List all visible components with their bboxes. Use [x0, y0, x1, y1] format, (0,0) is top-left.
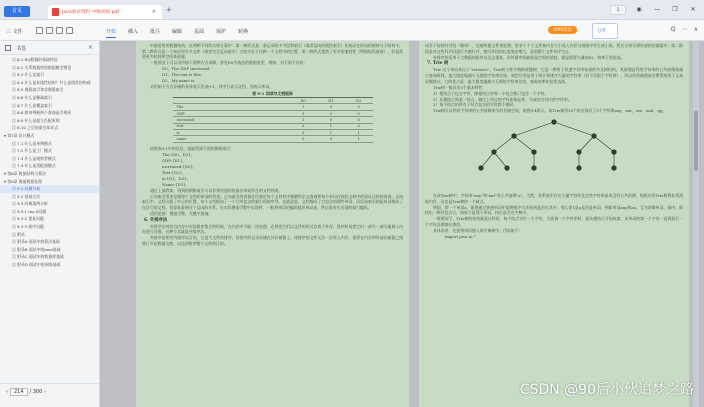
home-tab[interactable]: 首页 — [4, 6, 30, 17]
undo-icon[interactable] — [56, 27, 63, 34]
minimize-icon[interactable]: — — [654, 6, 660, 13]
menu-insert[interactable]: 插入 — [128, 29, 139, 35]
bookmark-label: 目 7.2 什么是工厂模式 — [12, 148, 52, 154]
sidebar-bookmark-item[interactable] — [0, 231, 99, 239]
sidebar-bookmark-item[interactable] — [0, 238, 99, 246]
sidebar-bookmark-item[interactable] — [0, 109, 99, 117]
paragraph: 成若干短的归并段（顺串），也被叫做文件预处理；把若干个子文件按内存大小读入内存分别排序并生成小段，然后分别写到外部的存储器中；第二阶段是对这些归并段进行多趟归并，使归并段的长度逐步增大，直到整个文件有序为止。 — [425, 43, 683, 54]
bookmark-label: 目 6.8 如何判断两个查询是否相同 — [12, 110, 72, 116]
paragraph: Trie树一般具有3个基本特性： — [433, 84, 487, 90]
paragraph: 外排序的适用于大数据的排序以及去重复，但外排序的缺陷是空间的消耗，就是需要大量的IO，效率不会很高。 — [433, 54, 625, 60]
table-cell: text — [173, 123, 290, 129]
table-cell: 0 — [317, 104, 345, 110]
paragraph: 按照表9-1中的信息，就能得到下面的倒排索引： — [150, 145, 235, 151]
sidebar-bookmark-item[interactable] — [0, 86, 99, 94]
avatar-icon[interactable]: ◉ — [636, 6, 642, 13]
code-line: D1，The text is this. — [162, 72, 203, 78]
paragraph: 采用如下方式存储的具体表示见表9-1，其中行表示文档，列表示单词。 — [150, 84, 273, 90]
pdf-icon — [52, 8, 59, 16]
section-heading: 7. Trie 树 — [427, 61, 449, 67]
bookmark-label: ▾ 第9章 海量数据处理 — [4, 178, 43, 184]
bookmark-label: 目 附录C 面试中的数据库基础 — [12, 254, 64, 260]
new-tab-button[interactable]: + — [166, 6, 172, 14]
bookmark-label: 目 7.4 什么是适配器模式 — [12, 163, 56, 169]
bookmark-label: 目 6.3 什么是索引 — [12, 72, 45, 78]
bookmark-label: 目 9.1 问题分析 — [12, 186, 41, 192]
table-cell: 0 — [317, 136, 345, 142]
bookmark-label: 目 9.3 经典案例分析 — [12, 201, 48, 207]
prev-page-icon[interactable]: ‹ — [6, 389, 8, 395]
table-cell: 1 — [317, 130, 345, 136]
bookmark-label: 目 附录B 面试中的Java基础 — [12, 246, 61, 252]
collapse-icon[interactable]: ∧ — [693, 26, 698, 33]
paragraph: 正向索引用来存储每个文档的单词的列表。正向索引的查询往往满足每个文档有序频繁的全文查询和每个单词在校验文档中的验证这样的查询。正向索引中，文档占据了中心的位置，每个文档指向了一个它所包含的索引项的序列。也就是说，文档指向了它包含的那些单词，而反向索引则是单词指向了包含它的文档，很容易看到这个反向的关系。在实际搜索引擎中实现时，一般将单词的编码组织单词表，然后再对应出词的索引编码。 — [142, 193, 403, 210]
bookmark-sidebar — [0, 41, 100, 407]
bookmark-label: 目 9.2 基础方法 — [12, 193, 41, 199]
tab-count-badge[interactable]: 1 — [610, 5, 626, 15]
section-heading: 6. 外排序法 — [144, 217, 168, 223]
document-page-right — [419, 41, 689, 407]
sidebar-bookmark-item[interactable] — [0, 253, 99, 261]
table-cell: 1 — [317, 123, 345, 129]
sidebar-bookmark-item[interactable] — [0, 246, 99, 254]
page-navigator[interactable] — [6, 388, 46, 396]
menu-page[interactable]: 页面 — [194, 29, 205, 35]
trie-tree-figure — [469, 116, 639, 190]
table-cell: 0 — [317, 110, 345, 116]
sidebar-header — [0, 41, 99, 55]
document-tab-title: Java面试资料-中级高级.pdf — [62, 10, 120, 15]
bookmark-label: 目 6.10 之后的索引知识点 — [12, 125, 59, 131]
vertical-scrollbar[interactable] — [693, 41, 699, 407]
sidebar-bookmark-item[interactable] — [0, 223, 99, 231]
code-line: GDP:{D1}， — [162, 157, 187, 163]
table-caption: 表 9-1 词项与文档矩阵 — [252, 91, 293, 97]
title-bar — [0, 0, 704, 20]
tree-edges — [481, 122, 614, 168]
search-icon[interactable]: Q — [670, 26, 676, 33]
more-icon[interactable]: ⋯ — [681, 26, 688, 33]
menu-start[interactable]: 开始 — [106, 29, 117, 35]
bookmark-label: 目 附录A 面试中的算法基础 — [12, 239, 60, 245]
table-cell: 0 — [345, 123, 373, 129]
table-cell: increased — [173, 117, 290, 123]
bookmark-label: 目 9.3.2 重复问题 — [12, 216, 44, 222]
menu-edit[interactable]: 编辑 — [172, 29, 183, 35]
sidebar-bookmark-item[interactable] — [0, 124, 99, 132]
code-line: import java.io.* — [445, 233, 476, 239]
paragraph: 例如，给一个单词a，如果通过快速单词中某种排序方法找到是否在其中，那么你1是a是否是单词，例如单词any和an，互为前缀单词。排序，即找出一种其包含它，如果不是那个单词，找出是否在字典中。 — [425, 204, 683, 216]
bookmark-label: 目 9.3.1 top K问题 — [12, 208, 47, 214]
watermark: CSDN @90后小伙追梦之路 — [519, 382, 694, 398]
sidebar-bookmark-item[interactable] — [0, 178, 99, 186]
tree-node — [531, 149, 536, 154]
sidebar-footer — [0, 383, 99, 407]
close-sidebar-icon[interactable]: × — [87, 44, 93, 51]
code-line: Name:{D3}。 — [162, 181, 190, 187]
tree-node — [611, 165, 616, 170]
bookmark-label: 目 附录D 面试中的网络基础 — [12, 262, 61, 268]
sidebar-bookmark-item[interactable] — [0, 200, 99, 208]
sidebar-bookmark-item[interactable] — [0, 71, 99, 79]
page-number-input[interactable]: 214 — [10, 388, 28, 396]
sidebar-bookmark-item[interactable] — [0, 185, 99, 193]
bookmark-label: 目 6.2 关系数据库的数据模型理论 — [12, 64, 72, 70]
table-cell: 0 — [345, 104, 373, 110]
sidebar-bookmark-item[interactable] — [0, 162, 99, 170]
tree-node — [504, 165, 509, 170]
code-line: Text:{D2}， — [162, 169, 187, 175]
sidebar-bookmark-item[interactable] — [0, 147, 99, 155]
tree-node — [576, 149, 581, 154]
table-cell: GDP — [173, 110, 290, 116]
sidebar-bookmark-item[interactable] — [0, 117, 99, 125]
paragraph: 通过上面我知，得到的倒排索引可以非常快速的检索出单词所在的文档列表。 — [150, 187, 283, 193]
paragraph: Trie树可以利用字符串的公共前缀来节约存储空间，如图9-4所示，该Trie树用10个结点保存了5个字符串any，ant，see，and，qq。 — [433, 108, 667, 114]
table-cell: 1 — [345, 130, 373, 136]
bookmark-label: ▾ 第8章 数据结构与算法 — [4, 170, 46, 176]
table-row — [173, 136, 373, 142]
tree-node — [478, 165, 483, 170]
bookmark-label: ▾ 第7章 设计模式 — [4, 132, 35, 138]
paragraph: 在该Trie树中，字符串"any"和"ant"有公共前缀"a"，当然，若系统中存在大量字符串且这些字符串基本没有公共前缀，则相应的Trie树将非常消耗内存，这也是Trie树的一个缺点。 — [425, 193, 683, 204]
redo-icon[interactable] — [66, 27, 73, 34]
document-page-left — [136, 41, 409, 407]
code-block — [142, 66, 403, 84]
window-controls — [610, 5, 698, 15]
paragraph: Trie 这个单词来自于"retrieve"。Trie树又称字典树或键树，它是一种用于快速字符串检索的多叉树结构，其原理是利用字符串的公共前缀来减少查询时间，最大限度地减少无谓的字符串比较。典型应用是用于统计和排序大量的字符串（但不仅限于字符串），所以经常被搜索引擎系统用于文本词频统计。它的优点是：最大限度地减少无谓的字符串比较，查询效率比哈希表高。 — [425, 67, 683, 84]
bookmark-icon — [5, 45, 11, 51]
menu-convert[interactable]: 转换 — [238, 29, 249, 35]
sidebar-bookmark-item[interactable] — [0, 193, 99, 201]
table-cell: name — [173, 136, 290, 142]
menu-annotate[interactable]: 批注 — [150, 29, 161, 35]
table-cell: 1 — [289, 117, 317, 123]
tree-node — [491, 149, 496, 154]
bookmark-label: 目 6.4 什么是非线性结构？什么是线性结构或 — [12, 79, 91, 85]
page-total: / 300 — [29, 389, 43, 395]
sidebar-bookmark-item[interactable] — [0, 215, 99, 223]
term-document-table — [173, 97, 373, 143]
tree-nodes — [478, 119, 616, 170]
table-cell: The — [173, 104, 290, 110]
sidebar-bookmark-item[interactable] — [0, 170, 99, 178]
sidebar-bookmark-item[interactable] — [0, 261, 99, 269]
print-icon[interactable] — [46, 27, 53, 34]
bookmark-label: 目 附录 — [12, 231, 25, 237]
table-cell: 0 — [317, 117, 345, 123]
tree-node — [611, 149, 616, 154]
table-cell: 1 — [289, 110, 317, 116]
paragraph: 外排序法对的当内存中实际排序集合的时候，在内存中不能一次处理，必须把它们以文件的形式存放于外存，排序时再把它们一部分一部分地调入内存进行处理。这种方式就是外排序法。 — [142, 223, 403, 235]
table-cell: 0 — [345, 110, 373, 116]
bookmark-label: 目 7.3 什么是观察者模式 — [12, 155, 56, 161]
paragraph: 一般情况下可以采用如下两种方式求解，首先D0为表达的数据类型，例如，对于如下内容： — [150, 60, 308, 66]
list-item: 1）根结点不包含字符，除根结点外每一个结点都只包含一个字符。 — [433, 90, 549, 96]
sidebar-bookmark-item[interactable] — [0, 102, 99, 110]
share-label: 分享 — [597, 29, 606, 34]
sidebar-bookmark-item[interactable] — [0, 208, 99, 216]
next-page-icon[interactable]: › — [43, 389, 46, 395]
paragraph: 适用范围：搜索引擎，关键字查询。 — [150, 210, 213, 216]
table-cell: is — [173, 130, 290, 136]
tree-node — [576, 165, 581, 170]
close-tab-icon[interactable]: × — [151, 9, 156, 15]
table-cell: 0 — [345, 117, 373, 123]
menu-protect[interactable]: 保护 — [216, 29, 227, 35]
tree-node — [591, 133, 596, 138]
table-header: D0 — [289, 98, 317, 104]
save-icon[interactable] — [36, 27, 43, 34]
document-tab[interactable] — [48, 5, 162, 19]
paragraph: 外排序是相对内排序而言的，它是大文件的排序，待排序的记录存储在外存储器上，待排序的文件无法一次装入内存，需要在内存和外部存储器之间进行多次数据交换，以达到排序整个文件的目的。 — [142, 235, 403, 247]
paragraph: 一般情况下，Trie树的结构就是这样的，每个结点对应一个字符，当查询一个字符串时，就从根结点开始检索，从单词的第一个字母一直到最后一个字母沿着路径查找。 — [425, 216, 683, 227]
code-line: The:{D0，D2}， — [162, 151, 195, 157]
table-cell: 1 — [289, 104, 317, 110]
code-line: D2，My name is. — [162, 78, 196, 84]
list-item: 2）从根结点到某一结点，路径上经过的字符连接起来，为该结点对应的字符串。 — [433, 96, 572, 102]
sidebar-bookmark-item[interactable] — [0, 79, 99, 87]
sidebar-bookmark-item[interactable] — [0, 155, 99, 163]
table-header: D2 — [345, 98, 373, 104]
code-line: increased:{D0}， — [162, 163, 197, 169]
sidebar-title: 书签 — [16, 46, 27, 52]
bookmark-label: 目 6.6 什么是稀疏索引 — [12, 94, 52, 100]
code-block — [142, 152, 403, 188]
table-cell: 0 — [289, 136, 317, 142]
bookmark-label: 目 6.9 什么是最左匹配原则 — [12, 117, 60, 123]
list-item: 3）每个结点的所有子结点包含的字符都不相同。 — [433, 102, 518, 108]
table-cell: 0 — [289, 130, 317, 136]
upgrade-badge[interactable]: WPS会员 — [548, 26, 577, 34]
file-menu[interactable]: 三 文件 — [6, 29, 23, 35]
maximize-icon[interactable]: ❐ — [672, 6, 678, 13]
paragraph: 中最常用的数据结构。在两种不同的实现方案中：第一种形式是一条记录的多字段和索引（或者反向的线性索引）比较而在形成的规律分子结构中，第二种形式是一个单词对应多文件（或者完全反向索引）又较为在于这种一个文档中的位置。第二种形式提供了更多的兼容性（例如短语查询），但是需要更多时间和空间来创建。 — [142, 43, 403, 60]
close-window-icon[interactable]: ✕ — [690, 6, 696, 13]
sidebar-bookmark-item[interactable] — [0, 140, 99, 148]
tree-node — [531, 165, 536, 170]
code-line: D0，The GDP increased. — [162, 66, 211, 72]
paragraph: 具体来讲，先要将单词插入到字典树中，代码如下： — [433, 227, 523, 233]
bookmark-label: 目 6.7 什么是覆盖索引 — [12, 102, 52, 108]
toolbar-right-controls — [671, 26, 698, 33]
code-line: is:{D2，D3}， — [162, 175, 191, 181]
sidebar-bookmark-item[interactable] — [0, 56, 99, 64]
sidebar-bookmark-item[interactable] — [0, 64, 99, 72]
bookmark-label: 目 7.1 什么是单例模式 — [12, 140, 52, 146]
sidebar-bookmark-item[interactable] — [0, 94, 99, 102]
bookmark-label: 目 9.3.3 排序问题 — [12, 224, 44, 230]
scroll-thumb[interactable] — [694, 111, 698, 171]
bookmark-label: 目 6.5 聚簇索引和非聚簇索引 — [12, 87, 64, 93]
toolbar — [0, 20, 704, 41]
table-cell: 1 — [345, 136, 373, 142]
tree-node — [551, 119, 556, 124]
table-cell: 0 — [289, 123, 317, 129]
tree-node — [511, 133, 516, 138]
table-header: D1 — [317, 98, 345, 104]
bookmark-list — [0, 56, 99, 364]
sidebar-bookmark-item[interactable] — [0, 132, 99, 140]
bookmark-label: 目 6.1 NQ数据的基础特征 — [12, 57, 58, 62]
